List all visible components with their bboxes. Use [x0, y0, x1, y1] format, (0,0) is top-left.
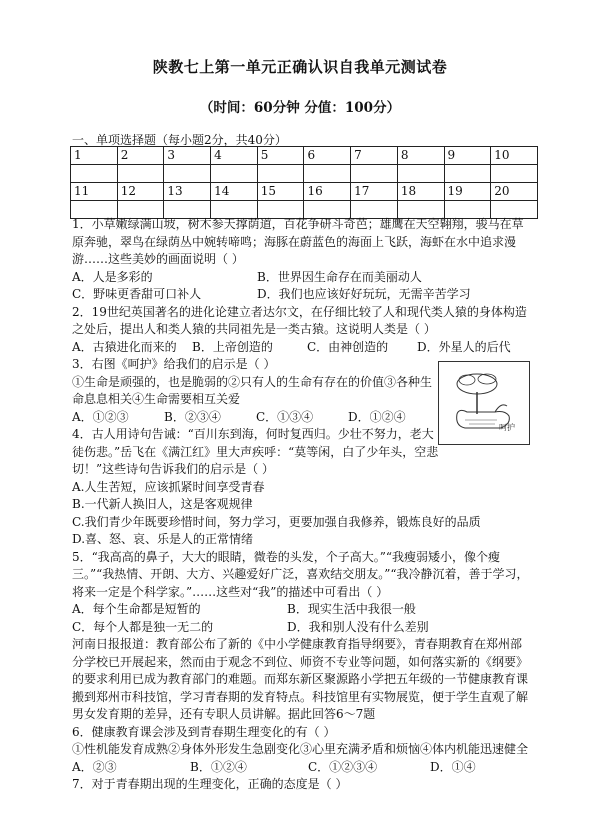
- option-b: B．世界因生命存在而美丽动人: [257, 269, 422, 284]
- answer-cell-blank[interactable]: [164, 165, 211, 183]
- answer-cell-blank[interactable]: [351, 165, 398, 183]
- answer-cell-number: 14: [211, 183, 258, 201]
- option-a: A．①②③: [72, 409, 129, 424]
- answer-cell-number: 13: [164, 183, 211, 201]
- reading-passage: 河南日报报道：教育部公布了新的《中小学健康教育指导纲要》，青春期教育在郑州部分学校已开展起来，然而由于观念不到位、师资不专业等问题，如何落实新的《纲要》的要求利用已成为教育部门的难题。而郑东新区聚源路小学把五年级的一节健康教育课搬到郑州市科技馆，学习青春期的发育特点。科技馆里有实物展览，便于学生直观了解男女发育期的差异，还有专职人员讲解。据此回答6～7题: [72, 637, 529, 721]
- answer-cell-number: 2: [117, 147, 164, 165]
- answer-cell-number: 1: [71, 147, 118, 165]
- answer-cell-blank[interactable]: [71, 165, 118, 183]
- option-b: B．上帝创造的: [192, 339, 273, 354]
- option-c: C．由神创造的: [307, 339, 389, 354]
- question-stem: 3．右图《呵护》给我们的启示是（ ）: [72, 357, 276, 371]
- option-d: D．①②④: [348, 409, 406, 424]
- figure-caption: 呵护: [499, 422, 515, 432]
- option-c: C．每个人都是独一无二的: [72, 619, 214, 634]
- answer-cell-blank[interactable]: [444, 165, 491, 183]
- option-d: D.喜、怒、哀、乐是人的正常情绪: [72, 532, 254, 546]
- page-subtitle: （时间：60分钟 分值：100分）: [199, 100, 401, 116]
- answer-cell-number: 11: [71, 183, 118, 201]
- option-b: B．②③④: [164, 409, 221, 424]
- option-c: C．①②③④: [308, 759, 378, 774]
- option-a: A．②③: [72, 759, 117, 774]
- answer-cell-number: 10: [491, 147, 538, 165]
- answer-cell-number: 19: [444, 183, 491, 201]
- question-stem: 5．“我高高的鼻子，大大的眼睛，微卷的头发，个子高大。”“我瘦弱矮小，像个瘦三。”“我热情、开朗、大方、兴趣爱好广泛，喜欢结交朋友。”“我冷静沉着，善于学习，将来一定是个科学家。”……这些对“我”的描述中可看出（ ）: [72, 549, 529, 599]
- question-options: [72, 269, 530, 304]
- answer-cell-number: 7: [351, 147, 398, 165]
- answer-cell-blank[interactable]: [491, 165, 538, 183]
- answer-cell-blank[interactable]: [397, 165, 444, 183]
- question-statements: ①性机能发育成熟②身体外形发生急剧变化③心里充满矛盾和烦恼④体内机能迅速健全: [72, 742, 529, 756]
- answer-cell-number: 20: [491, 183, 538, 201]
- answer-cell-number: 18: [397, 183, 444, 201]
- option-d: D．我和别人没有什么差别: [287, 619, 429, 634]
- option-a: A.人生苦短，应该抓紧时间享受青春: [72, 479, 265, 494]
- option-a: A．古猿进化而来的: [72, 339, 177, 354]
- page-title: 陕教七上第一单元正确认识自我单元测试卷: [152, 58, 448, 76]
- option-b: B．①②④: [190, 759, 247, 774]
- answer-grid-row: [71, 165, 538, 183]
- question-list: [72, 216, 530, 794]
- hand-tree-icon: [439, 362, 529, 444]
- option-c: C．野味更香甜可口补人: [72, 287, 202, 301]
- question-3: [72, 356, 530, 479]
- question-stem: 6．健康教育课会涉及到青春期生理变化的有（ ）: [72, 724, 336, 739]
- option-b: B.一代新人换旧人，这是客观规律: [72, 497, 253, 511]
- option-d: D．外星人的后代: [417, 339, 511, 354]
- answer-grid-row: [71, 183, 538, 201]
- option-d: D．①④: [430, 759, 476, 774]
- question-stem: 4．古人用诗句告诫：“百川东到海，何时复西归。少壮不努力，老大徒伤悲。”岳飞在《满江红》里大声疾呼：“莫等闲，白了少年头，空悲切！”这些诗句告诉我们的启示是（ ）: [72, 427, 439, 476]
- answer-cell-blank[interactable]: [257, 165, 304, 183]
- question-statements: ①生命是顽强的，也是脆弱的②只有人的生命有存在的价值③各种生命息息相关④生命需要相互关爱: [72, 374, 433, 406]
- option-d: D．我们也应该好好玩玩，无需辛苦学习: [257, 287, 471, 301]
- question-options: [72, 339, 530, 357]
- option-a: A．人是多彩的: [72, 269, 153, 284]
- answer-cell-number: 5: [257, 147, 304, 165]
- option-c: C．①③④: [256, 409, 314, 424]
- option-a: A．每个生命都是短暂的: [72, 602, 201, 616]
- question-options: [72, 601, 530, 636]
- answer-cell-number: 17: [351, 183, 398, 201]
- question-stem: 2．19世纪英国著名的进化论建立者达尔文，在仔细比较了人和现代类人猿的身体构造之处后，提出人和类人猿的共同祖先是一类古猿。这说明人类是（ ）: [72, 304, 527, 336]
- answer-cell-blank[interactable]: [304, 165, 351, 183]
- option-b: B．现实生活中我很一般: [287, 602, 416, 616]
- answer-cell-number: 6: [304, 147, 351, 165]
- question-stem: 1．小草嫩绿满山坡，树木参天撑荫道，百花争研斗奇芭；雄鹰在天空翱翔，骏马在草原奔驰，翠鸟在绿荫丛中婉转啼鸣；海豚在蔚蓝色的海面上飞跃，海虾在水中追求漫游……这些美妙的画面说明（ ）: [72, 217, 524, 266]
- answer-grid: [70, 146, 538, 219]
- answer-cell-number: 12: [117, 183, 164, 201]
- answer-cell-number: 4: [211, 147, 258, 165]
- question-options: [72, 409, 440, 427]
- answer-cell-number: 9: [444, 147, 491, 165]
- question-stem: 7．对于青春期出现的生理变化，正确的态度是（ ）: [72, 777, 348, 791]
- answer-cell-blank[interactable]: [117, 165, 164, 183]
- answer-cell-blank[interactable]: [211, 165, 258, 183]
- answer-cell-number: 3: [164, 147, 211, 165]
- answer-cell-number: 8: [397, 147, 444, 165]
- caring-illustration: [438, 361, 530, 445]
- answer-cell-number: 16: [304, 183, 351, 201]
- question-options: [72, 759, 530, 777]
- answer-cell-number: 15: [257, 183, 304, 201]
- answer-grid-row: [71, 147, 538, 165]
- section-heading: 一、单项选择题（每小题2分，共40分）: [72, 133, 287, 147]
- option-c: C.我们青少年既要珍惜时间，努力学习，更要加强自我修养，锻炼良好的品质: [72, 514, 481, 529]
